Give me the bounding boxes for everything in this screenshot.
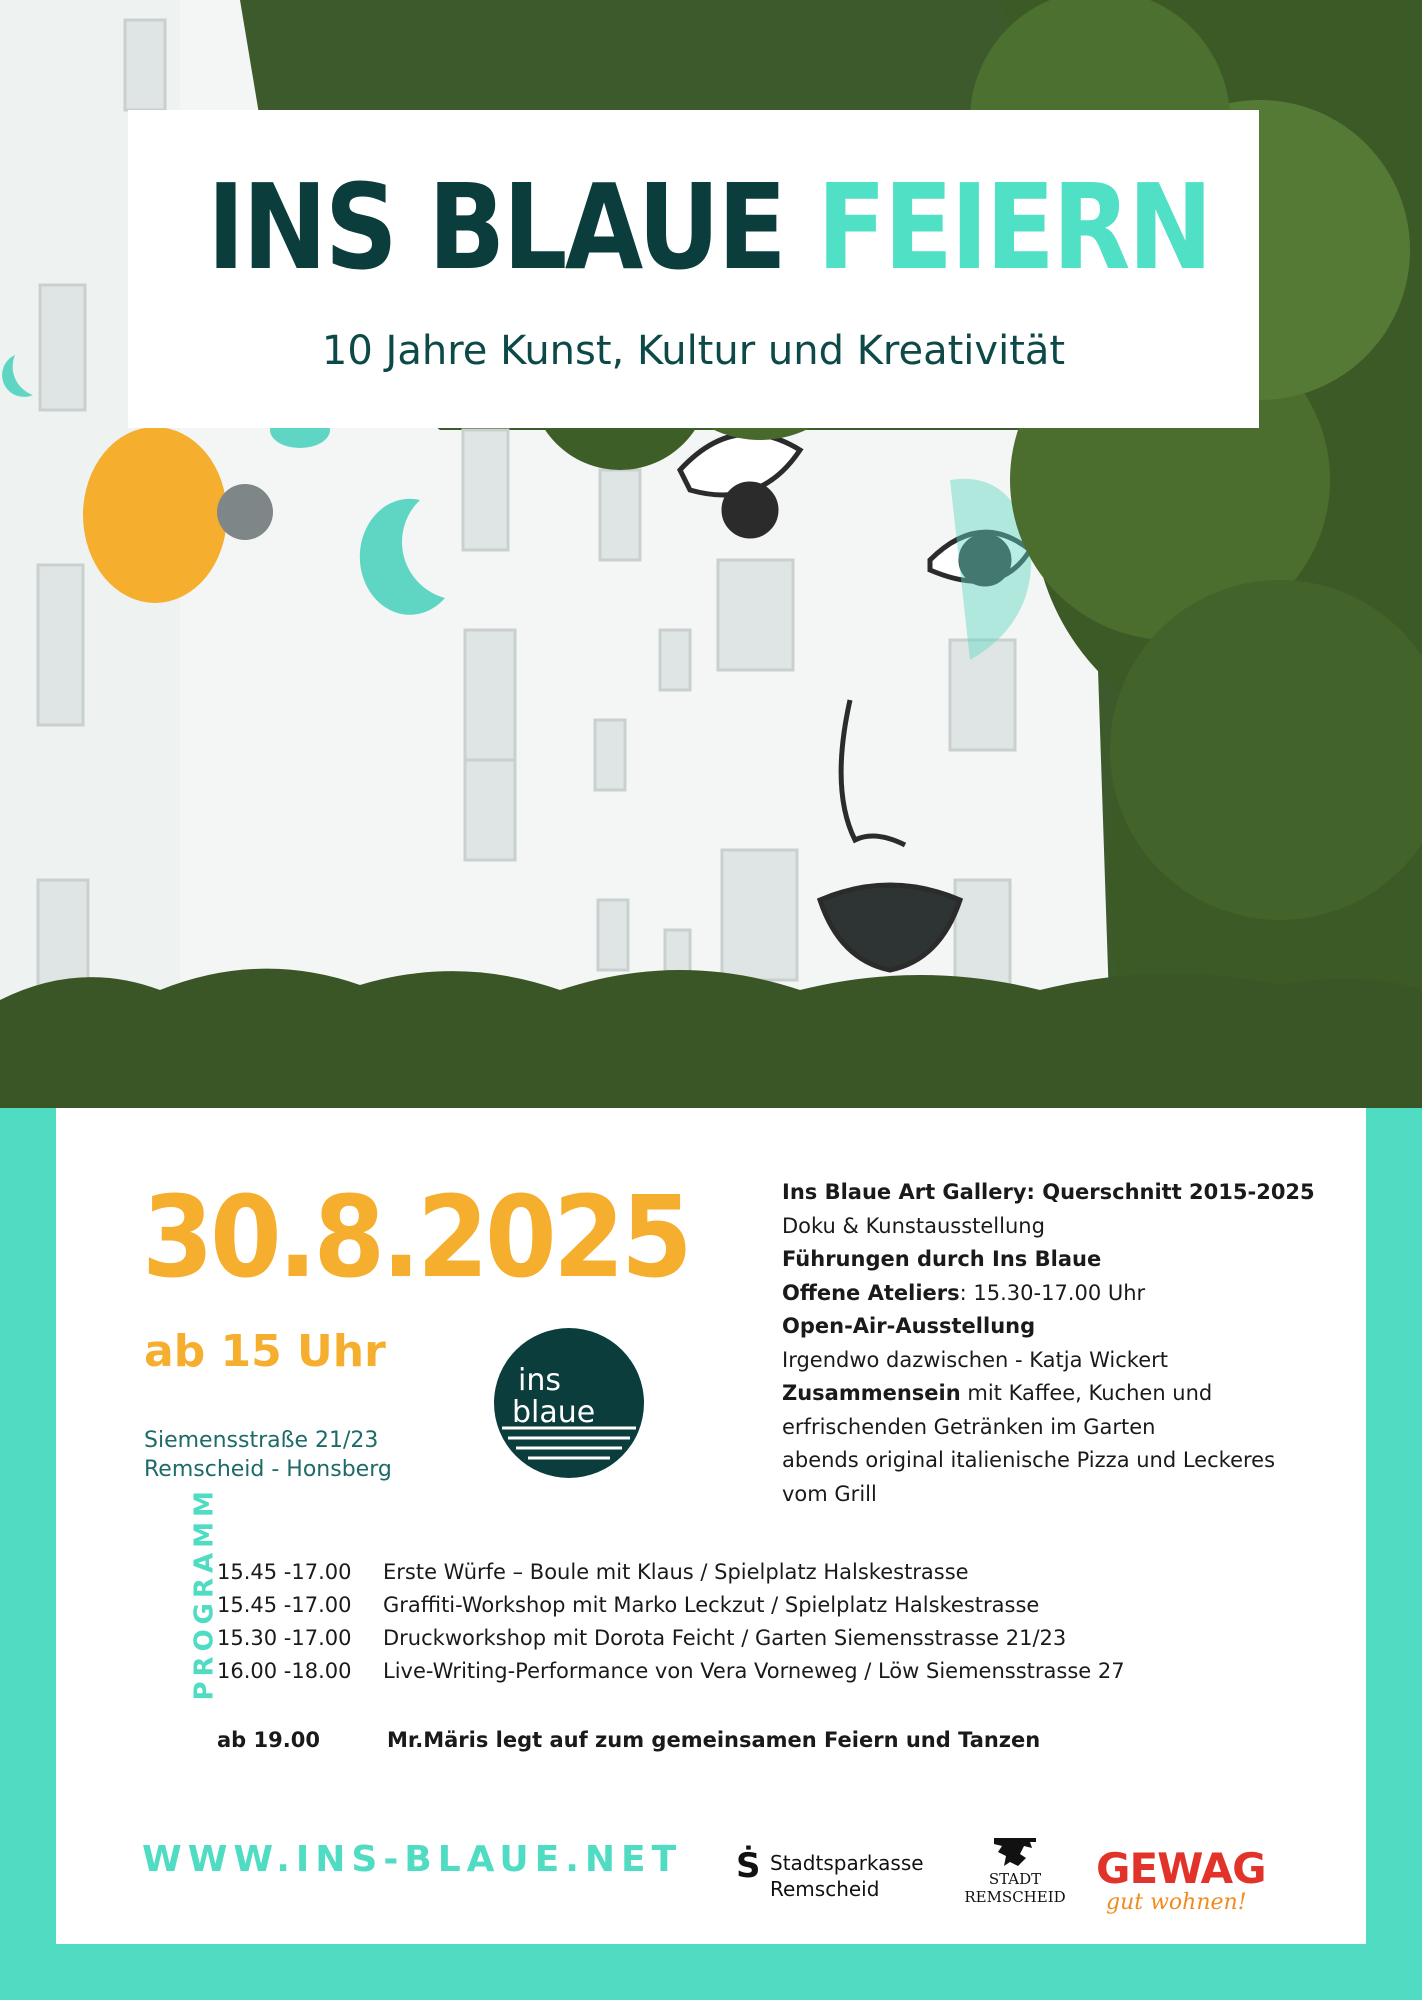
sponsor-stadt-remscheid <box>960 1834 1070 1906</box>
program-desc: Live-Writing-Performance von Vera Vorneweg / Löw Siemensstrasse 27 <box>383 1659 1125 1683</box>
logo-text-blaue: blaue <box>512 1395 596 1430</box>
gewag-tagline: gut wohnen! <box>1106 1890 1247 1915</box>
event-time: ab 15 Uhr <box>144 1326 386 1377</box>
gewag-logo: GEWAG <box>1096 1844 1266 1893</box>
ateliers-time: : 15.30-17.00 Uhr <box>959 1280 1146 1305</box>
gallery-title: Ins Blaue Art Gallery: Querschnitt 2015-2025 <box>782 1180 1315 1204</box>
gallery-desc: Doku & Kunstausstellung <box>782 1213 1045 1238</box>
program-final-time: ab 19.00 <box>217 1728 320 1752</box>
sparkasse-icon: Ṡ <box>736 1846 761 1886</box>
event-date: 30.8.2025 <box>142 1173 690 1303</box>
event-address <box>144 1426 392 1484</box>
program-final <box>217 1728 1041 1752</box>
title-box <box>128 110 1259 428</box>
evening-1: abends original italienische Pizza und Leckeres <box>782 1448 1276 1472</box>
evening-2: vom Grill <box>782 1481 877 1506</box>
website-link[interactable]: WWW.INS-BLAUE.NET <box>142 1839 683 1880</box>
program-time: 16.00 -18.00 <box>217 1659 352 1683</box>
page-subtitle: 10 Jahre Kunst, Kultur und Kreativität <box>321 328 1066 374</box>
program-time: 15.45 -17.00 <box>217 1593 352 1617</box>
sponsor-gewag <box>1096 1844 1266 1915</box>
program-final-desc: Mr.Märis legt auf zum gemeinsamen Feiern und Tanzen <box>387 1728 1041 1752</box>
sparkasse-text <box>770 1850 924 1902</box>
openair: Open-Air-Ausstellung <box>782 1314 1036 1338</box>
address-line-2: Remscheid - Honsberg <box>144 1457 392 1482</box>
program-desc: Druckworkshop mit Dorota Feicht / Garten Siemensstrasse 21/23 <box>383 1626 1067 1650</box>
stadt-line-1: STADT <box>988 1870 1042 1888</box>
page-title <box>207 158 1211 296</box>
program-time: 15.45 -17.00 <box>217 1560 352 1584</box>
title-dark: INS BLAUE <box>207 158 785 296</box>
info-frame <box>0 1108 1422 2000</box>
together-desc-2: erfrischenden Getränken im Garten <box>782 1414 1156 1439</box>
address-line-1: Siemensstraße 21/23 <box>144 1428 379 1453</box>
together-label: Zusammensein <box>782 1381 961 1405</box>
highlights-list <box>782 1176 1342 1511</box>
tours: Führungen durch Ins Blaue <box>782 1247 1102 1271</box>
sparkasse-line-2: Remscheid <box>770 1877 880 1901</box>
program-time: 15.30 -17.00 <box>217 1626 352 1650</box>
info-panel <box>56 1108 1366 1944</box>
logo-text-ins: ins <box>518 1363 561 1398</box>
together <box>782 1377 1342 1411</box>
title-light: FEIERN <box>816 158 1211 296</box>
sparkasse-line-1: Stadtsparkasse <box>770 1851 924 1875</box>
ateliers <box>782 1277 1342 1311</box>
together-desc: mit Kaffee, Kuchen und <box>960 1381 1213 1405</box>
program-desc: Erste Würfe – Boule mit Klaus / Spielplatz Halskestrasse <box>383 1560 969 1584</box>
stadt-line-2: REMSCHEID <box>964 1888 1066 1906</box>
openair-desc: Irgendwo dazwischen - Katja Wickert <box>782 1347 1168 1372</box>
crest-icon <box>990 1834 1040 1870</box>
program-label: PROGRAMM <box>189 1486 220 1701</box>
program-desc: Graffiti-Workshop mit Marko Leckzut / Spielplatz Halskestrasse <box>383 1593 1040 1617</box>
ateliers-label: Offene Ateliers <box>782 1280 960 1305</box>
